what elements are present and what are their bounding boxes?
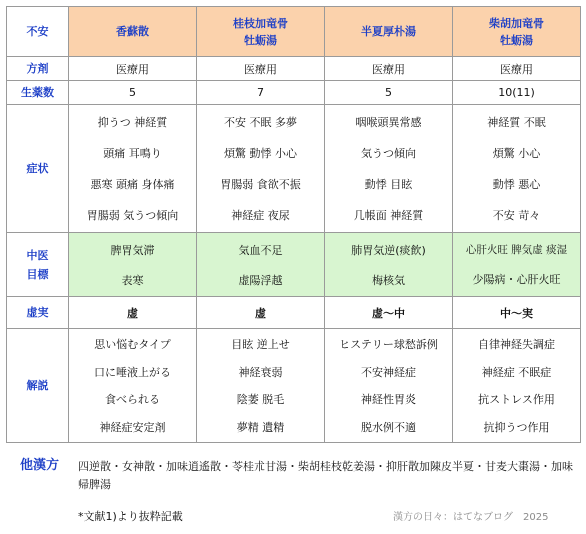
blog-credit: 漢方の日々：はてなブログ 2025 xyxy=(393,512,549,523)
row-label: 中医 目標 xyxy=(7,233,69,297)
row-houzai xyxy=(7,57,581,81)
table-cell xyxy=(325,329,453,443)
cell-line: 動悸 目眩 xyxy=(364,178,413,191)
col-head-label: 香蘇散 xyxy=(116,25,149,38)
cell-line: 几帳面 神経質 xyxy=(353,209,424,222)
cell-line: 肺胃気逆(痰飲) xyxy=(351,243,426,257)
row-shojo xyxy=(7,105,581,233)
comparison-table xyxy=(6,6,581,443)
cell-line: ヒステリー球愁訴例 xyxy=(339,338,438,352)
row-label: 虚実 xyxy=(7,297,69,329)
cell-line: 神経性胃炎 xyxy=(361,393,416,407)
cell-line: 梅核気 xyxy=(372,273,405,287)
table-cell: 医療用 xyxy=(69,57,197,81)
cell-line: 気うつ傾向 xyxy=(361,147,416,160)
cell-line: 不安 不眠 多夢 xyxy=(224,116,297,129)
table-cell: 7 xyxy=(197,81,325,105)
table-cell: 医療用 xyxy=(197,57,325,81)
cell-line: 心肝火旺 脾気虚 痰湿 xyxy=(465,243,568,256)
table-cell xyxy=(453,105,581,233)
col-head-label: 桂枝加竜骨 牡蛎湯 xyxy=(233,16,288,47)
row-label: 方剤 xyxy=(7,57,69,81)
table-cell: 虚～中 xyxy=(325,297,453,329)
cell-line: 神経症安定剤 xyxy=(99,420,166,434)
cell-line: 神経質 不眠 xyxy=(487,116,546,129)
other-kampo-list: 四逆散・女神散・加味逍遙散・苓桂朮甘湯・柴胡桂枝乾姜湯・抑肝散加陳皮半夏・甘麦大棗湯・加味帰脾湯 xyxy=(78,460,573,491)
cell-line: 胃腸弱 気うつ傾向 xyxy=(86,209,179,222)
corner-cell: 不安 xyxy=(7,7,69,57)
col-head-hangekobokuto xyxy=(325,7,453,57)
table-cell xyxy=(453,329,581,443)
table-cell: 5 xyxy=(325,81,453,105)
row-label: 生薬数 xyxy=(7,81,69,105)
row-shoyakusu xyxy=(7,81,581,105)
table-cell xyxy=(69,105,197,233)
source-note: *文献1)より抜粋記載 xyxy=(78,510,183,523)
table-cell xyxy=(197,329,325,443)
table-cell: 虚 xyxy=(69,297,197,329)
row-chui xyxy=(7,233,581,297)
cell-line: 神経症 不眠症 xyxy=(481,365,552,379)
row-label: 症状 xyxy=(7,105,69,233)
cell-line: 虚陽浮越 xyxy=(238,273,283,287)
cell-line: 煩驚 動悸 小心 xyxy=(224,147,297,160)
cell-line: 頭痛 耳鳴り xyxy=(103,147,162,160)
cell-line: 食べられる xyxy=(105,393,160,407)
cell-line: 抑うつ 神経質 xyxy=(97,116,168,129)
cell-line: 気血不足 xyxy=(238,243,283,257)
table-cell xyxy=(325,233,453,297)
table-cell: 医療用 xyxy=(325,57,453,81)
row-label: 解説 xyxy=(7,329,69,443)
cell-line: 動悸 悪心 xyxy=(492,178,541,191)
cell-line: 思い悩むタイプ xyxy=(94,338,171,352)
col-head-label: 半夏厚朴湯 xyxy=(361,25,416,38)
cell-line: 胃腸弱 食欲不振 xyxy=(220,178,301,191)
cell-line: 自律神経失調症 xyxy=(478,338,555,352)
row-kaisetsu xyxy=(7,329,581,443)
cell-line: 不安 苛々 xyxy=(492,209,541,222)
cell-line: 煩驚 小心 xyxy=(492,147,541,160)
col-head-saikokaryukotsuboreito xyxy=(453,7,581,57)
col-head-kososan xyxy=(69,7,197,57)
table-cell: 5 xyxy=(69,81,197,105)
cell-line: 口に唾液上がる xyxy=(94,365,171,379)
table-cell: 10(11) xyxy=(453,81,581,105)
cell-line: 陰萎 脱毛 xyxy=(236,393,285,407)
cell-line: 不安神経症 xyxy=(361,365,416,379)
header-row xyxy=(7,7,581,57)
table-cell: 医療用 xyxy=(453,57,581,81)
table-cell xyxy=(69,233,197,297)
other-kampo-label: 他漢方 xyxy=(20,458,60,473)
col-head-keishikaryukotsuboreito xyxy=(197,7,325,57)
table-cell xyxy=(453,233,581,297)
cell-line: 咽喉頭異常感 xyxy=(355,116,422,129)
cell-line: 神経症 夜尿 xyxy=(231,209,290,222)
cell-line: 抗抑うつ作用 xyxy=(483,420,550,434)
cell-line: 目眩 逆上せ xyxy=(231,338,290,352)
table-cell xyxy=(197,233,325,297)
table-cell xyxy=(197,105,325,233)
cell-line: 脱水例不適 xyxy=(361,420,416,434)
cell-line: 少陽病・心肝火旺 xyxy=(472,273,561,287)
table-cell xyxy=(325,105,453,233)
table-cell: 中～実 xyxy=(453,297,581,329)
cell-line: 抗ストレス作用 xyxy=(478,393,555,407)
row-kyojitsu xyxy=(7,297,581,329)
table-cell: 虚 xyxy=(197,297,325,329)
cell-line: 神経衰弱 xyxy=(238,365,283,379)
cell-line: 悪寒 頭痛 身体痛 xyxy=(90,178,175,191)
cell-line: 脾胃気滞 xyxy=(110,243,155,257)
col-head-label: 柴胡加竜骨 牡蛎湯 xyxy=(489,16,544,47)
cell-line: 夢精 遺精 xyxy=(236,420,285,434)
table-cell xyxy=(69,329,197,443)
cell-line: 表寒 xyxy=(121,273,144,287)
